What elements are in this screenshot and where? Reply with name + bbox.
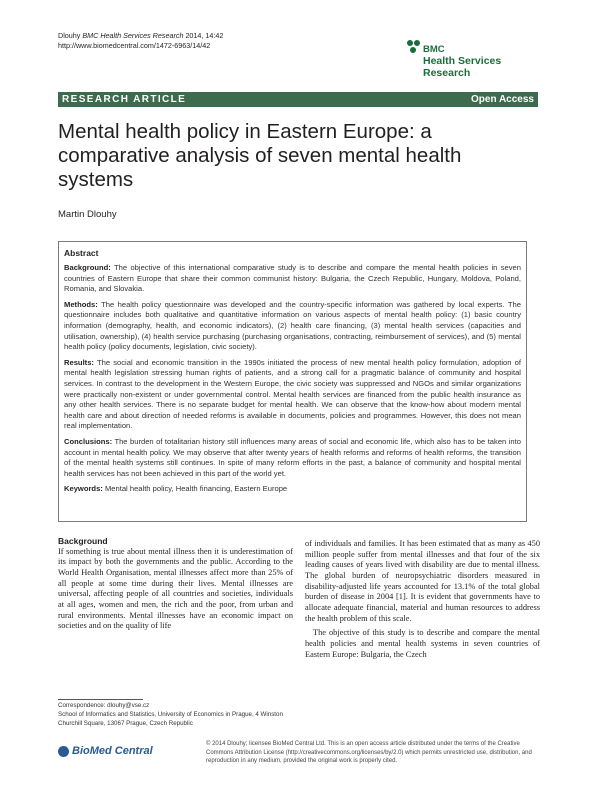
correspondence-email[interactable]: Correspondence: dlouhy@vse.cz (58, 702, 150, 709)
background-label: Background: (64, 263, 111, 272)
logo-text-top: BMC (423, 44, 445, 55)
bmc-logo-icon (407, 40, 421, 56)
open-access-label: Open Access (471, 94, 534, 105)
keywords-text: Mental health policy, Health financing, Eastern Europe (102, 484, 288, 494)
results-label: Results: (64, 357, 94, 367)
body-column-left (58, 536, 293, 632)
abstract-heading: Abstract (64, 248, 99, 258)
abstract-methods (64, 300, 521, 353)
biomed-central-icon (58, 746, 69, 757)
header-url[interactable]: http://www.biomedcentral.com/1472-6963/14/42 (58, 41, 211, 50)
background-text: The objective of this international comparative study is to describe and compare the mental health policies in seven countries of Eastern Europe that share their common communist history: Bulgaria, the Czech Republic, Hungary, Moldova, Poland, Romania, and Slovakia. (64, 263, 521, 294)
journal-logo (407, 40, 547, 79)
abstract-background (64, 263, 521, 295)
results-text: The social and economic transition in the 1990s initiated the process of new mental health policy formulation, adoption of mental health legislation stressing human rights of patients, and a strong call for a pragmatic balance of community and hospital services. In contrast to the development in the Western Europe, the civic society was suppressed and NGOs and similar organizations were practically non-existent or under governmental control. Mental health services are financed from the public health insurance as any other health services. There is no separate budget for mental health. We can observe that the know-how about modern mental health care and about direction of needed reforms is available in documents, policies and programmes. However, this does not mean real implementation. (64, 357, 521, 431)
body-paragraph: If something is true about mental illness then it is underestimation of its impact by both the governments and the public. According to the World Health Organisation, mental illnesses affect more than 25% of all people at some time during their lives. Mental illnesses are universal, affecting people of all countries and societies, individuals at all ages, women and men, the rich and the poor, from urban and rural environments. Mental illnesses have an economic impact on societies and on the quality of life (58, 546, 293, 631)
article-type-label: RESEARCH ARTICLE (62, 94, 187, 105)
abstract-conclusions (64, 437, 521, 479)
methods-text: The health policy questionnaire was developed and the country-specific information was gathered by local experts. The questionnaire includes both qualitative and quantitative information on various aspects of mental health policy: (1) basic country information (demography, health, and economic indicators), (2) health care financing, (3) mental health services (capacities and utilisation, ownership), (4) health service purchasing (purchasing organisations, contracting, reimbursement of services), and (5) mental health policy (policy documents, legislation, civic society). (64, 299, 521, 352)
header-volume: 2014, 14:42 (185, 31, 224, 40)
body-paragraph: The objective of this study is to describe and compare the mental health policies and mental health systems in seven countries of Eastern Europe: Bulgaria, the Czech (305, 628, 540, 659)
article-type-banner (58, 92, 538, 107)
conclusions-text: The burden of totalitarian history still influences many areas of social and economic life, which also has to be taken into account in mental health policy. We may observe that after twenty years of health reforms and reforms of health reforms, the transition of the mental health systems still continues. In spite of many reform efforts in the past, a balance of community and hospital mental health services has not been achieved in this part of the world yet. (64, 436, 521, 478)
abstract-keywords (64, 484, 521, 495)
author-name: Martin Dlouhy (58, 209, 117, 220)
footnote-divider (58, 699, 143, 700)
running-header (58, 31, 223, 51)
affiliation-text: School of Informatics and Statistics, University of Economics in Prague, 4 Winston Churchill Square, 13067 Prague, Czech Republic (58, 710, 283, 727)
biomed-central-logo (58, 744, 188, 760)
conclusions-label: Conclusions: (64, 436, 113, 446)
body-paragraph: of individuals and families. It has been estimated that as many as 450 million people suffer from mental illnesses and that four of the six leading causes of years lived with disability are due to mental illness. The global burden of neuropsychiatric disorders measured in disability-adjusted life years accounted for 13.1% of the total global burden of disease in 2004 [1]. It is evident that governments have to allocate adequate financial, material and human resources to address the health problem of this scale. (305, 539, 540, 623)
section-heading-background: Background (58, 536, 108, 546)
correspondence-footnote (58, 702, 293, 728)
abstract-results (64, 358, 521, 432)
article-title: Mental health policy in Eastern Europe: a comparative analysis of seven mental health systems (58, 120, 462, 191)
publisher-name: BioMed Central (72, 745, 153, 757)
logo-text-bottom: Health Services Research (423, 55, 502, 79)
methods-label: Methods: (64, 299, 98, 309)
keywords-label: Keywords: (64, 484, 103, 494)
header-journal: BMC Health Services Research (82, 31, 184, 40)
body-column-right (305, 539, 540, 660)
abstract-box (58, 241, 527, 522)
license-text: © 2014 Dlouhy; licensee BioMed Central Ltd. This is an open access article distributed under the terms of the Creative Commons Attribution License (http://creativecommons.org/licenses/by/2.0) which permits unrestricted use, distribution, and reproduction in any medium, provided the original work is properly cited. (206, 741, 532, 765)
header-author: Dlouhy (58, 31, 81, 40)
